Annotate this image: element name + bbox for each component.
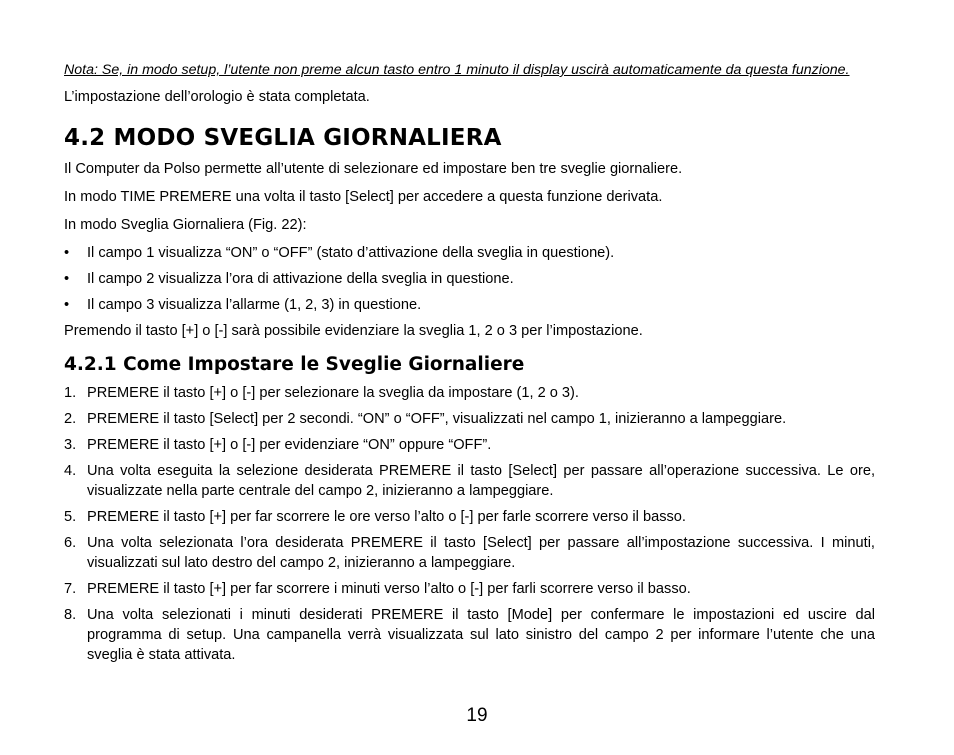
step-text: PREMERE il tasto [+] per far scorrere i minuti verso l’alto o [-] per farli scorrere verso il basso. [87, 581, 691, 597]
section-paragraph: In modo TIME PREMERE una volta il tasto [Select] per accedere a questa funzione derivata. [64, 189, 663, 205]
step-text: Una volta eseguita la selezione desiderata PREMERE il tasto [Select] per passare all’operazione successiva. Le ore, visualizzate nella parte centrale del campo 2, inizieranno a lampeggiare. [87, 463, 875, 499]
bullet-text: Il campo 2 visualizza l’ora di attivazione della sveglia in questione. [87, 271, 514, 287]
bullet-text: Il campo 1 visualizza “ON” o “OFF” (stato d’attivazione della sveglia in questione). [87, 245, 615, 261]
setup-timeout-note: Nota: Se, in modo setup, l’utente non preme alcun tasto entro 1 minuto il display uscirà automaticamente da questa funzione. [64, 62, 850, 78]
bullet-text: Il campo 3 visualizza l’allarme (1, 2, 3) in questione. [87, 297, 422, 313]
bullet-marker: • [64, 297, 70, 313]
step-item [64, 435, 875, 455]
alarm-select-paragraph: Premendo il tasto [+] o [-] sarà possibile evidenziare la sveglia 1, 2 o 3 per l’impostazione. [64, 323, 643, 339]
step-text: PREMERE il tasto [+] per far scorrere le ore verso l’alto o [-] per farle scorrere verso il basso. [87, 509, 686, 525]
step-item [64, 461, 875, 501]
step-text: Una volta selezionata l’ora desiderata PREMERE il tasto [Select] per passare all’impostazione successiva. I minuti, visualizzati sul lato destro del campo 2, inizieranno a lampeggiare. [87, 535, 875, 571]
subsection-title: 4.2.1 Come Impostare le Sveglie Giornaliere [64, 354, 525, 375]
step-number: 5. [64, 509, 77, 525]
step-number: 4. [64, 463, 77, 479]
step-text: Una volta selezionati i minuti desiderati PREMERE il tasto [Mode] per confermare le impostazioni ed uscire dal programma di setup. Una campanella verrà visualizzata sul lato sinistro del campo 2 per informare l’utente che una sveglia è stata attivata. [87, 607, 875, 663]
clock-setup-complete-text: L’impostazione dell’orologio è stata completata. [64, 89, 370, 105]
section-paragraph: Il Computer da Polso permette all’utente di selezionare ed impostare ben tre sveglie giornaliere. [64, 161, 683, 177]
bullet-item [64, 243, 875, 263]
bullet-marker: • [64, 271, 70, 287]
step-number: 3. [64, 437, 77, 453]
step-number: 6. [64, 535, 77, 551]
step-number: 8. [64, 607, 77, 623]
setup-steps-list [64, 383, 875, 665]
section-paragraph: In modo Sveglia Giornaliera (Fig. 22): [64, 217, 307, 233]
step-item [64, 383, 875, 403]
step-item [64, 409, 875, 429]
section-title: 4.2 MODO SVEGLIA GIORNALIERA [64, 125, 502, 151]
step-item [64, 507, 875, 527]
step-item [64, 605, 875, 665]
step-number: 7. [64, 581, 77, 597]
bullet-marker: • [64, 245, 70, 261]
field-bullet-list [64, 243, 875, 315]
document-page [64, 60, 875, 671]
bullet-item [64, 269, 875, 289]
page-number: 19 [466, 705, 488, 726]
step-text: PREMERE il tasto [+] o [-] per evidenziare “ON” oppure “OFF”. [87, 437, 492, 453]
step-number: 2. [64, 411, 77, 427]
step-text: PREMERE il tasto [+] o [-] per selezionare la sveglia da impostare (1, 2 o 3). [87, 385, 579, 401]
step-item [64, 579, 875, 599]
bullet-item [64, 295, 875, 315]
step-text: PREMERE il tasto [Select] per 2 secondi. “ON” o “OFF”, visualizzati nel campo 1, inizieranno a lampeggiare. [87, 411, 787, 427]
step-item [64, 533, 875, 573]
step-number: 1. [64, 385, 77, 401]
